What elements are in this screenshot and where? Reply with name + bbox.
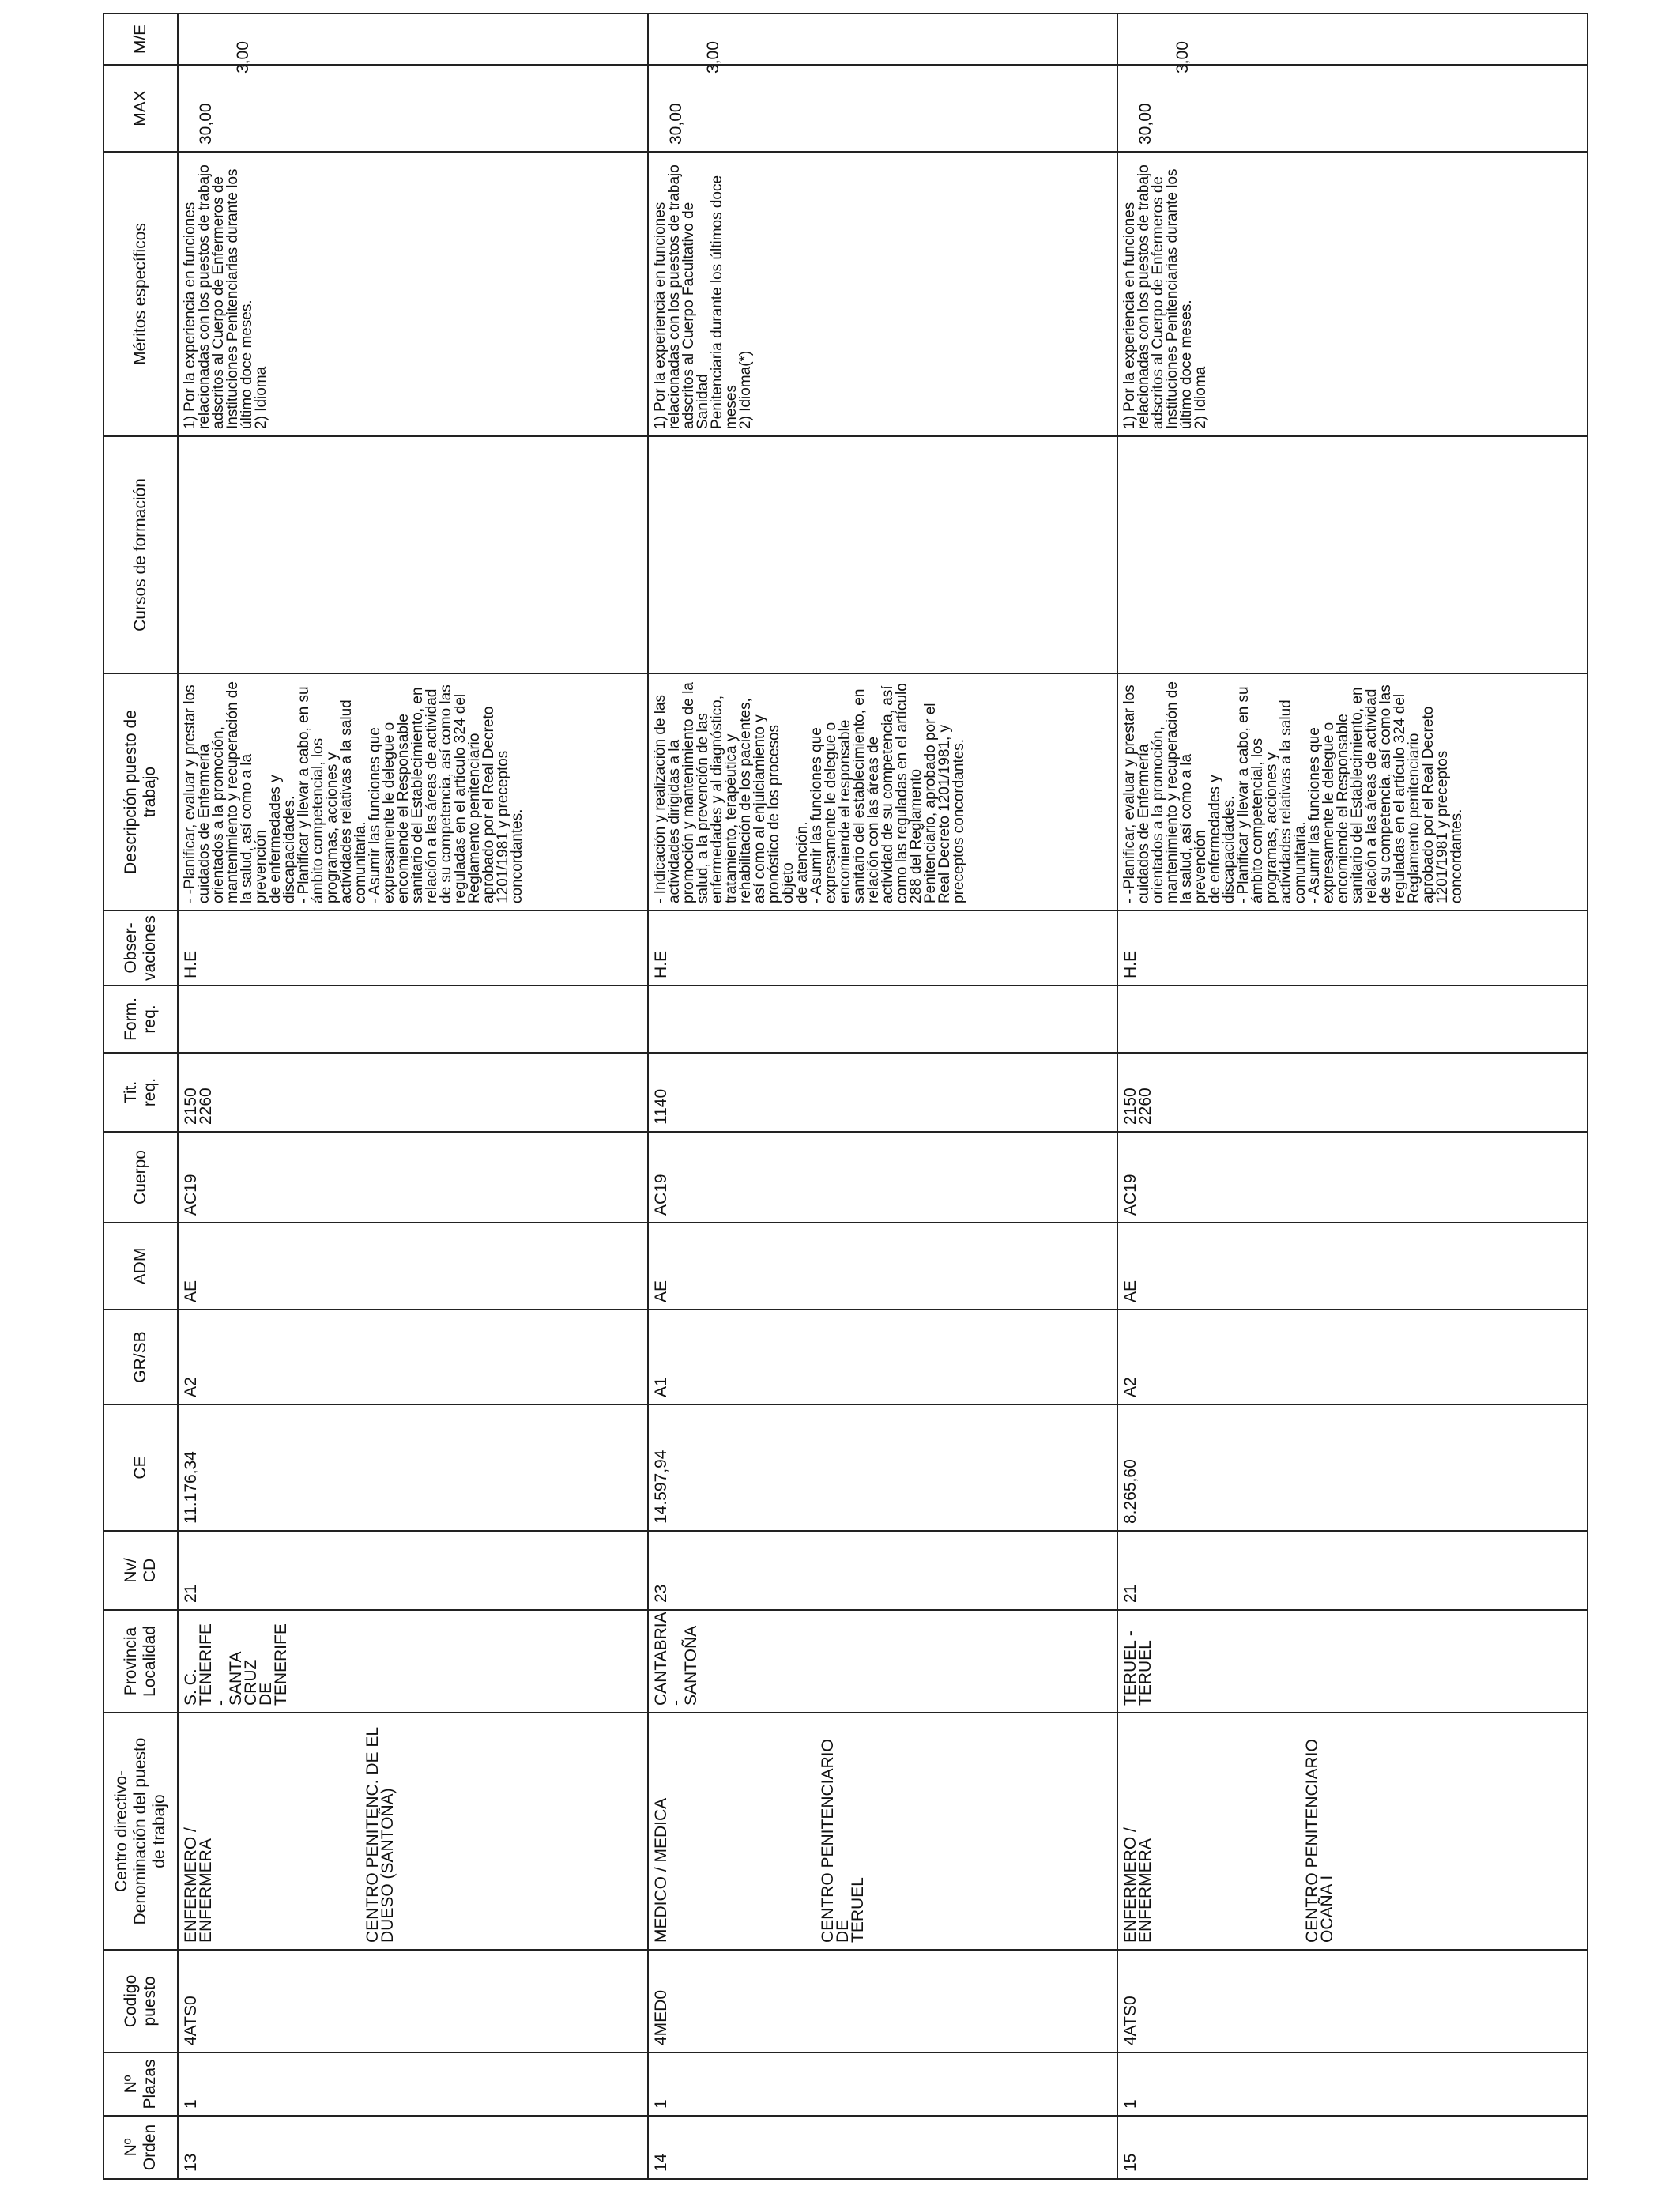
max-value-1: 30,00 <box>1136 103 1155 145</box>
header-adm: ADM <box>104 1223 178 1310</box>
header-meritos: Méritos específicos <box>104 152 178 436</box>
header-cursos: Cursos de formación <box>104 436 178 673</box>
cell-orden: 13 <box>178 2116 648 2179</box>
header-observaciones: Obser- vaciones <box>104 910 178 986</box>
cell-centro <box>648 1713 1118 1950</box>
cell-provincia: CANTABRIA - SANTOÑA <box>648 1610 1118 1713</box>
max-value-1: 30,00 <box>197 103 215 145</box>
cell-provincia: S. C. TENERIFE - SANTA CRUZ DE TENERIFE <box>178 1610 648 1713</box>
rotated-table-wrapper <box>103 14 1588 2180</box>
cell-meritos: 1) Por la experiencia en funciones relacionadas con los puestos de trabajo adscritos al Cuerpo de Enfermeros de Instituciones Penitenciarias durante los último doce meses. 2) Idioma <box>1117 152 1588 436</box>
table-row <box>178 13 648 2179</box>
cell-codigo: 4ATS0 <box>1117 1950 1588 2053</box>
cell-adm: AE <box>178 1223 648 1310</box>
cell-cuerpo: AC19 <box>178 1132 648 1223</box>
cell-observaciones: H.E <box>1117 910 1588 986</box>
cell-orden: 14 <box>648 2116 1118 2179</box>
max-value-1: 30,00 <box>666 103 685 145</box>
header-row <box>104 13 178 2179</box>
cell-plazas: 1 <box>1117 2053 1588 2116</box>
cell-grupo: A1 <box>648 1310 1118 1404</box>
cell-titulacion: 1140 <box>648 1053 1118 1132</box>
cell-adm: AE <box>648 1223 1118 1310</box>
cell-nivel: 23 <box>648 1531 1118 1610</box>
header-orden: Nº Orden <box>104 2116 178 2179</box>
header-titulacion: Tit. req. <box>104 1053 178 1132</box>
centro-directivo-next: CENTRO PENITENCIARIO DE TERUEL <box>818 1739 867 1943</box>
cell-ce: 14.597,94 <box>648 1404 1118 1531</box>
header-me: M/E <box>104 13 178 65</box>
centro-directivo-next: CENTRO PENITENCIARIO OCAÑA I <box>1303 1739 1337 1943</box>
cell-cuerpo: AC19 <box>648 1132 1118 1223</box>
table-row <box>648 13 1118 2179</box>
max-value-2: 3,00 <box>234 41 252 74</box>
cell-codigo: 4ATS0 <box>178 1950 648 2053</box>
cell-observaciones: H.E <box>178 910 648 986</box>
max-value-2: 3,00 <box>703 41 722 74</box>
cell-max <box>1117 41 1588 152</box>
header-descripcion: Descripción puesto de trabajo <box>104 673 178 910</box>
cell-grupo: A2 <box>1117 1310 1588 1404</box>
cell-grupo: A2 <box>178 1310 648 1404</box>
puesto-denominacion: MEDICO / MEDICA <box>651 1797 670 1943</box>
cell-plazas: 1 <box>178 2053 648 2116</box>
header-grupo: GR/SB <box>104 1310 178 1404</box>
centro-directivo-next: CENTRO PENITENC. DE EL DUESO (SANTOÑA) <box>363 1726 397 1943</box>
cell-max <box>178 41 648 152</box>
puesto-denominacion: ENFERMERO / ENFERMERA <box>1121 1827 1155 1943</box>
cell-cursos <box>648 436 1118 673</box>
cell-descripcion: - Indicación y realización de las actividades dirigidas a la promoción y mantenimiento de la salud, a la prevención de las enfermedades y al diagnóstico, tratamiento, terapéutica y rehabilitación de los pacientes, así como al enjuiciamiento y pronóstico de los procesos objeto de atención. - Asumir las funciones que expresamente le delegue o encomiende el responsable sanitario del establecimiento, en relación con las áreas de actividad de su competencia, así como las reguladas en el artículo 288 del Reglamento Penitenciario, aprobado por el Real Decreto 1201/1981, y preceptos concordantes. <box>648 673 1118 910</box>
cell-adm: AE <box>1117 1223 1588 1310</box>
cell-cuerpo: AC19 <box>1117 1132 1588 1223</box>
header-codigo: Codigo puesto <box>104 1950 178 2053</box>
cell-meritos: 1) Por la experiencia en funciones relacionadas con los puestos de trabajo adscritos al Cuerpo Facultativo de Sanidad Penitenciaria durante los últimos doce meses 2) Idioma(*) <box>648 152 1118 436</box>
header-max: MAX <box>104 65 178 152</box>
cell-nivel: 21 <box>1117 1531 1588 1610</box>
cell-descripcion: - -Planificar, evaluar y prestar los cuidados de Enfermería orientados a la promoción, mantenimiento y recuperación de la salud, así como a la prevención de enfermedades y discapacidades. - Planificar y llevar a cabo, en su ámbito competencial, los programas, acciones y actividades relativas a la salud comunitaria. - Asumir las funciones que expresamente le delegue o encomiende el Responsable sanitario del Establecimiento, en relación a las áreas de actividad de su competencia, así como las reguladas en el artículo 324 del Reglamento penitenciario aprobado por el Real Decreto 1201/1981 y preceptos concordantes. <box>178 673 648 910</box>
cell-nivel: 21 <box>178 1531 648 1610</box>
cell-observaciones: H.E <box>648 910 1118 986</box>
cell-centro <box>178 1713 648 1950</box>
job-positions-table <box>103 13 1588 2180</box>
cell-cursos <box>178 436 648 673</box>
cell-cursos <box>1117 436 1588 673</box>
header-ce: CE <box>104 1404 178 1531</box>
cell-provincia: TERUEL - TERUEL <box>1117 1610 1588 1713</box>
table-row <box>1117 13 1588 2179</box>
cell-centro <box>1117 1713 1588 1950</box>
cell-plazas: 1 <box>648 2053 1118 2116</box>
header-nivel: Nv/ CD <box>104 1531 178 1610</box>
cell-formacion <box>648 986 1118 1053</box>
header-cuerpo: Cuerpo <box>104 1132 178 1223</box>
cell-formacion <box>178 986 648 1053</box>
header-formacion: Form. req. <box>104 986 178 1053</box>
cell-titulacion: 2150 2260 <box>178 1053 648 1132</box>
cell-descripcion: - -Planificar, evaluar y prestar los cuidados de Enfermería orientados a la promoción, mantenimiento y recuperación de la salud, así como a la prevención de enfermedades y discapacidades. - Planificar y llevar a cabo, en su ámbito competencial, los programas, acciones y actividades relativas a la salud comunitaria. - Asumir las funciones que expresamente le delegue o encomiende el Responsable sanitario del Establecimiento, en relación a las áreas de actividad de su competencia, así como las reguladas en el artículo 324 del Reglamento penitenciario aprobado por el Real Decreto 1201/1981 y preceptos concordantes. <box>1117 673 1588 910</box>
cell-formacion <box>1117 986 1588 1053</box>
max-value-2: 3,00 <box>1173 41 1192 74</box>
header-centro: Centro directivo- Denominación del puesto de trabajo <box>104 1713 178 1950</box>
header-provincia: Provincia Localidad <box>104 1610 178 1713</box>
puesto-denominacion: ENFERMERO / ENFERMERA <box>182 1827 215 1943</box>
header-plazas: Nº Plazas <box>104 2053 178 2116</box>
cell-orden: 15 <box>1117 2116 1588 2179</box>
cell-max <box>648 41 1118 152</box>
cell-ce: 11.176,34 <box>178 1404 648 1531</box>
cell-titulacion: 2150 2260 <box>1117 1053 1588 1132</box>
cell-ce: 8.265,60 <box>1117 1404 1588 1531</box>
cell-codigo: 4MED0 <box>648 1950 1118 2053</box>
cell-meritos: 1) Por la experiencia en funciones relacionadas con los puestos de trabajo adscritos al Cuerpo de Enfermeros de Instituciones Penitenciarias durante los último doce meses. 2) Idioma <box>178 152 648 436</box>
